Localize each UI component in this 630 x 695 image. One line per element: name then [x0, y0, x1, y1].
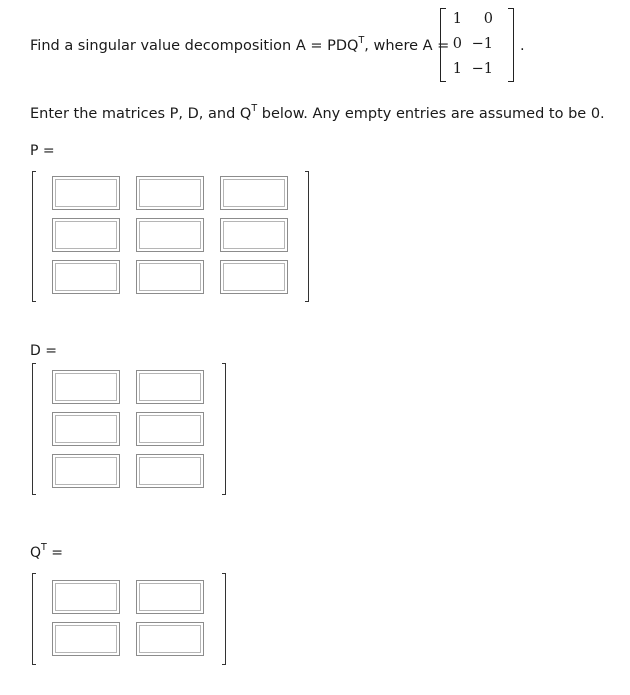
p-field-0-0[interactable] — [55, 179, 117, 207]
p-label: P = — [30, 143, 55, 159]
p-input-2-2[interactable] — [220, 260, 288, 294]
problem-period: . — [520, 38, 525, 54]
p-input-1-0[interactable] — [52, 218, 120, 252]
qt-input-0-1[interactable] — [136, 580, 204, 614]
p-field-1-0[interactable] — [55, 221, 117, 249]
matrix-a-cell-2-0: 1 — [452, 61, 462, 77]
instruction — [30, 103, 605, 122]
d-field-2-1[interactable] — [139, 457, 201, 485]
matrix-a-right-bracket — [508, 8, 514, 82]
d-right-bracket — [222, 363, 226, 495]
p-input-0-1[interactable] — [136, 176, 204, 210]
d-field-2-0[interactable] — [55, 457, 117, 485]
p-field-1-1[interactable] — [139, 221, 201, 249]
d-field-0-0[interactable] — [55, 373, 117, 401]
d-field-0-1[interactable] — [139, 373, 201, 401]
p-input-2-1[interactable] — [136, 260, 204, 294]
d-field-1-0[interactable] — [55, 415, 117, 443]
d-label: D = — [30, 343, 57, 359]
matrix-a-cell-0-1: 0 — [483, 11, 493, 27]
qt-field-0-1[interactable] — [139, 583, 201, 611]
qt-label — [30, 542, 64, 561]
d-field-1-1[interactable] — [139, 415, 201, 443]
problem-statement — [30, 35, 450, 54]
p-input-2-0[interactable] — [52, 260, 120, 294]
d-input-1-0[interactable] — [52, 412, 120, 446]
qt-label-eq: = — [46, 545, 64, 561]
qt-label-sup: T — [41, 542, 47, 554]
p-right-bracket — [305, 171, 309, 302]
matrix-a — [440, 8, 515, 82]
qt-field-0-0[interactable] — [55, 583, 117, 611]
matrix-a-cell-2-1: −1 — [471, 61, 493, 77]
p-input-0-2[interactable] — [220, 176, 288, 210]
problem-sup: T — [358, 35, 365, 47]
p-input-1-2[interactable] — [220, 218, 288, 252]
p-field-0-2[interactable] — [223, 179, 285, 207]
qt-input-1-0[interactable] — [52, 622, 120, 656]
qt-left-bracket — [32, 573, 36, 665]
d-left-bracket — [32, 363, 36, 495]
p-field-2-1[interactable] — [139, 263, 201, 291]
d-input-1-1[interactable] — [136, 412, 204, 446]
qt-input-0-0[interactable] — [52, 580, 120, 614]
problem-suffix: , where A = — [364, 38, 450, 54]
qt-field-1-0[interactable] — [55, 625, 117, 653]
p-field-1-2[interactable] — [223, 221, 285, 249]
p-field-2-0[interactable] — [55, 263, 117, 291]
p-input-0-0[interactable] — [52, 176, 120, 210]
p-field-2-2[interactable] — [223, 263, 285, 291]
p-left-bracket — [32, 171, 36, 302]
d-input-2-0[interactable] — [52, 454, 120, 488]
problem-prefix: Find a singular value decomposition A = PDQ — [30, 38, 359, 54]
p-field-0-1[interactable] — [139, 179, 201, 207]
qt-input-1-1[interactable] — [136, 622, 204, 656]
qt-right-bracket — [222, 573, 226, 665]
p-input-1-1[interactable] — [136, 218, 204, 252]
d-input-0-1[interactable] — [136, 370, 204, 404]
matrix-a-cell-1-1: −1 — [471, 36, 493, 52]
instruction-sup: T — [251, 103, 258, 115]
d-input-0-0[interactable] — [52, 370, 120, 404]
instruction-prefix: Enter the matrices P, D, and Q — [30, 106, 252, 122]
qt-label-base: Q — [30, 545, 42, 561]
qt-field-1-1[interactable] — [139, 625, 201, 653]
matrix-a-cell-1-0: 0 — [452, 36, 462, 52]
instruction-suffix: below. Any empty entries are assumed to be 0. — [257, 106, 605, 122]
matrix-a-cell-0-0: 1 — [452, 11, 462, 27]
d-input-2-1[interactable] — [136, 454, 204, 488]
